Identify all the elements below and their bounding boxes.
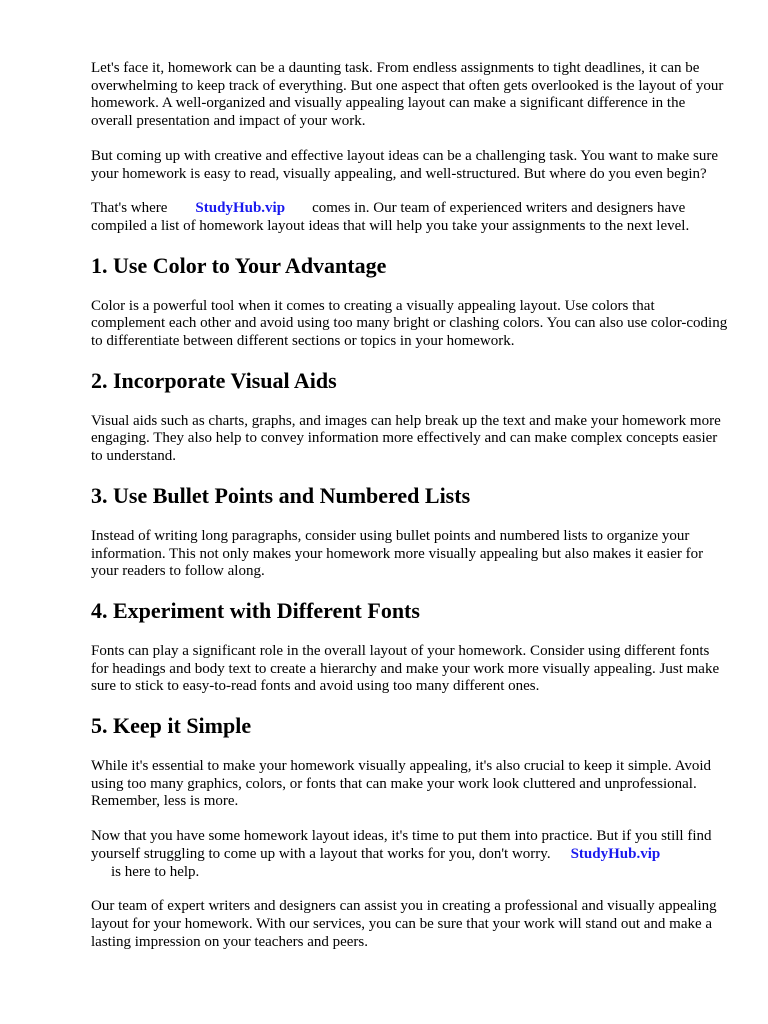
outro-text-before-link: Now that you have some homework layout ideas, it's time to put them into practice. But if you still find yourself struggling to come up with a layout that works for you, don't worry. <box>91 828 712 862</box>
section-1-body: Color is a powerful tool when it comes to creating a visually appealing layout. Use colors that complement each other and avoid using too many bright or clashing colors. You can also use color-coding to differentiate between different sections or topics in your homework. <box>91 297 728 350</box>
section-5-body: While it's essential to make your homework visually appealing, it's also crucial to keep it simple. Avoid using too many graphics, colors, or fonts that can make your work look cluttered and unprofessional. Remember, less is more. <box>91 758 711 810</box>
intro-paragraph-1: Let's face it, homework can be a daunting task. From endless assignments to tight deadlines, it can be overwhelming to keep track of everything. But one aspect that often gets overlooked is the layout of your homework. A well-organized and visually appealing layout can make a significant difference in the overall presentation and impact of your work. <box>91 60 724 130</box>
section-5-heading: 5. Keep it Simple <box>91 713 252 739</box>
intro-text-after-link: comes in. Our team of experienced writers and designers have compiled a list of homework layout ideas that will help you take your assignments to the next level. <box>91 200 690 234</box>
intro-text-before-link: That's where <box>91 200 168 217</box>
intro-paragraph-2: But coming up with creative and effective layout ideas can be a challenging task. You want to make sure your homework is easy to read, visually appealing, and well-structured. But where do you even begin? <box>91 147 719 182</box>
section-4-body: Fonts can play a significant role in the overall layout of your homework. Consider using different fonts for headings and body text to create a hierarchy and make your work more visually appealing. Just make sure to stick to easy-to-read fonts and avoid using too many different ones. <box>91 642 720 695</box>
outro-text-after-link: is here to help. <box>111 863 200 880</box>
intro-paragraph-3 <box>91 200 728 235</box>
section-1-heading: 1. Use Color to Your Advantage <box>91 252 387 278</box>
studyhub-link[interactable]: StudyHub.vip <box>195 200 286 217</box>
studyhub-link-2[interactable]: StudyHub.vip <box>570 845 661 862</box>
section-3-heading: 3. Use Bullet Points and Numbered Lists <box>91 482 471 508</box>
section-2-heading: 2. Incorporate Visual Aids <box>91 367 337 393</box>
outro-paragraph-1 <box>91 828 728 881</box>
section-3-body: Instead of writing long paragraphs, consider using bullet points and numbered lists to organize your information. This not only makes your homework more visually appealing but also makes it easier for your readers to follow along. <box>91 527 704 580</box>
section-2-body: Visual aids such as charts, graphs, and images can help break up the text and make your homework more engaging. They also help to convey information more effectively and can make complex concepts easier to understand. <box>91 412 721 465</box>
section-4-heading: 4. Experiment with Different Fonts <box>91 597 420 623</box>
outro-paragraph-2: Our team of expert writers and designers can assist you in creating a professional and visually appealing layout for your homework. With our services, you can be sure that your work will stand out and make a lasting impression on your teachers and peers. <box>91 898 717 950</box>
